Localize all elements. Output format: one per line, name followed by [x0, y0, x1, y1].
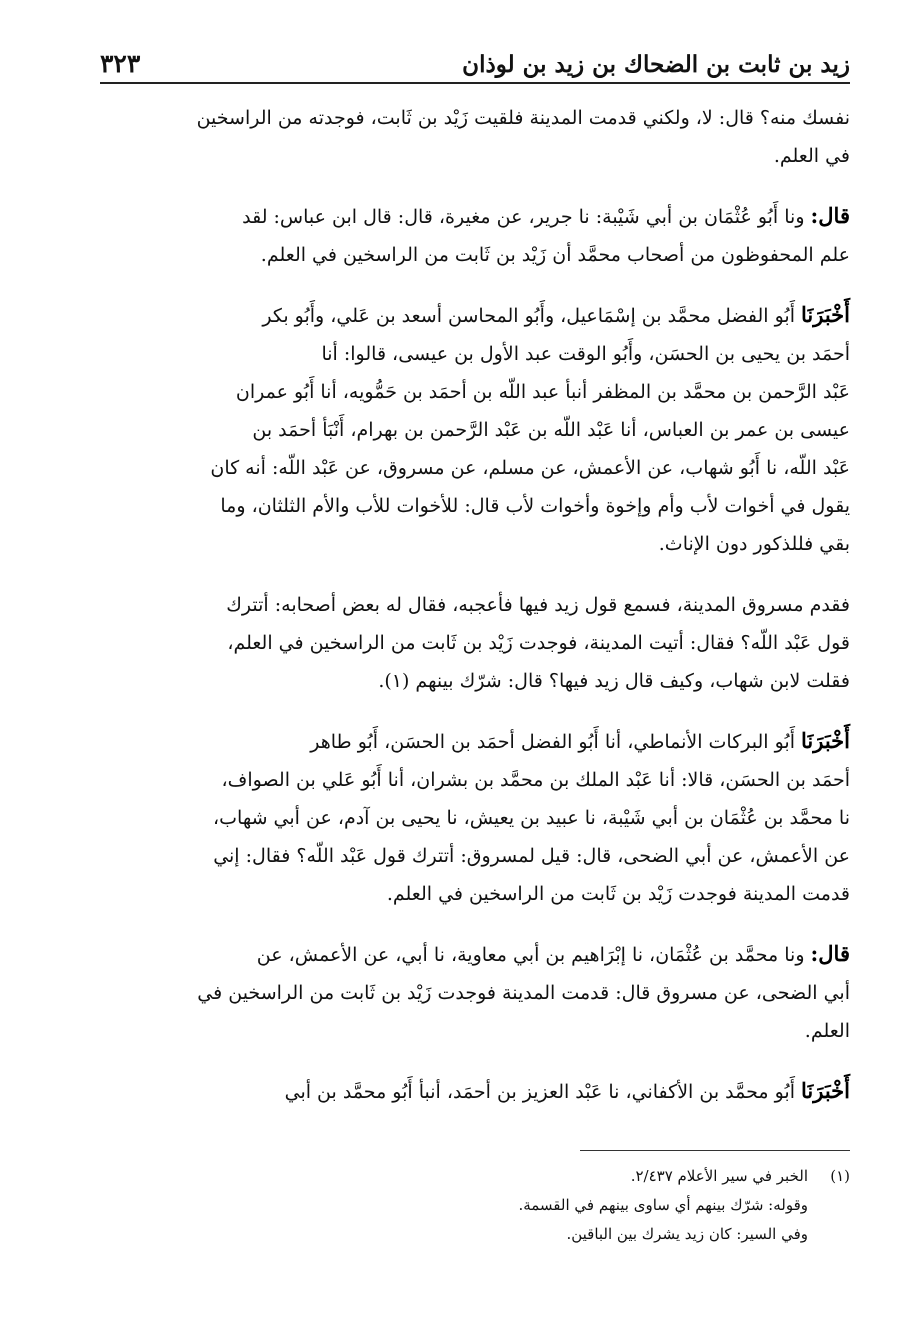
- footnote-line-1: [300, 1162, 850, 1191]
- footnote-number: (١): [830, 1167, 850, 1185]
- footnote-line-3: وفي السير: كان زيد يشرك بين الباقين.: [566, 1225, 808, 1243]
- paragraph-7: [100, 1072, 850, 1133]
- page-number: ٣٢٣: [100, 49, 141, 78]
- body-text: [100, 98, 850, 1133]
- paragraph-text: أَبُو الفضل محمَّد بن إسْمَاعيل، وأَبُو المحاسن أسعد بن عَلي، وأَبُو بكر أحمَد بن يحيى بن الحسَن، وأَبُو الوقت عبد الأول بن عيسى، قالوا: أنا عَبْد الرَّحمن بن محمَّد بن المظفر أنبأ عبد اللّه بن أحمَد بن حَمُّويه، أنا أَبُو عمران عيسى بن عمر بن العباس، أنا عَبْد اللّه بن عَبْد الرَّحمن بن بهرام، أَنْبَأ أحمَد بن عَبْد اللّه، نا أَبُو شهاب، عن الأعمش، عن مسلم، عن مسروق، عن عَبْد اللّه: أنه كان يقول في أخوات لأب وأم وإخوة وأخوات لأب قال: للأخوات للأب والأم الثلثان، وما بقي فللذكور دون الإناث.: [210, 305, 850, 555]
- paragraph-text: أَبُو البركات الأنماطي، أنا أَبُو الفضل أحمَد بن الحسَن، أَبُو طاهر أحمَد بن الحسَن، قالا: أنا عَبْد الملك بن محمَّد بن بشران، أنا أَبُو عَلي بن الصواف، نا محمَّد بن عُثْمَان بن أبي شَيْبة، نا عبيد بن يعيش، نا يحيى بن آدم، عن أبي شهاب، عن الأعمش، عن أبي الضحى، قال: قيل لمسروق: أتترك قول عَبْد اللّه؟ فقال: إني قدمت المدينة فوجدت زَيْد بن ثَابت من الراسخين في العلم.: [213, 731, 850, 905]
- paragraph-3: [100, 296, 850, 585]
- paragraph-1: [100, 98, 850, 197]
- running-title: زيد بن ثابت بن الضحاك بن زيد بن لوذان: [462, 51, 850, 78]
- paragraph-lead: أَخْبَرَنَا: [801, 1078, 850, 1103]
- paragraph-5: [100, 722, 850, 935]
- paragraph-text: فقدم مسروق المدينة، فسمع قول زيد فيها فأعجبه، فقال له بعض أصحابه: أتترك قول عَبْد اللّه؟ فقال: أتيت المدينة، فوجدت زَيْد بن ثَابت من الراسخين في العلم، فقلت لابن شهاب، وكيف قال زيد فيها؟ قال: شرّك بينهم (١).: [226, 594, 850, 692]
- paragraph-text: نفسك منه؟ قال: لا، ولكني قدمت المدينة فلقيت زَيْد بن ثَابت، فوجدته من الراسخين في العلم.: [196, 107, 850, 167]
- paragraph-lead: أَخْبَرَنَا: [801, 728, 850, 753]
- paragraph-lead: قال:: [810, 203, 850, 228]
- paragraph-4: [100, 585, 850, 722]
- paragraph-lead: قال:: [810, 941, 850, 966]
- paragraph-text: ونا محمَّد بن عُثْمَان، نا إبْرَاهيم بن أبي معاوية، نا أبي، عن الأعمش، عن أبي الضحى، عن مسروق قال: قدمت المدينة فوجدت زَيْد بن ثَابت من الراسخين في العلم.: [197, 944, 850, 1042]
- footnote-line-2: وقوله: شرّك بينهم أي ساوى بينهم في القسمة.: [518, 1196, 808, 1214]
- footnote-text: الخبر في سير الأعلام ٢/٤٣٧.: [630, 1167, 808, 1185]
- paragraph-2: [100, 197, 850, 296]
- footnote-divider: [580, 1150, 850, 1151]
- footnotes: [300, 1162, 850, 1249]
- paragraph-6: [100, 935, 850, 1072]
- paragraph-text: أَبُو محمَّد بن الأكفاني، نا عَبْد العزيز بن أحمَد، أنبأ أَبُو محمَّد بن أبي: [284, 1081, 802, 1103]
- paragraph-lead: أَخْبَرَنَا: [801, 302, 850, 327]
- page-header: [100, 30, 850, 84]
- paragraph-text: ونا أَبُو عُثْمَان بن أبي شَيْبة: نا جرير، عن مغيرة، قال: قال ابن عباس: لقد علم المحفوظون من أصحاب محمَّد أن زَيْد بن ثَابت من الراسخين في العلم.: [242, 206, 850, 266]
